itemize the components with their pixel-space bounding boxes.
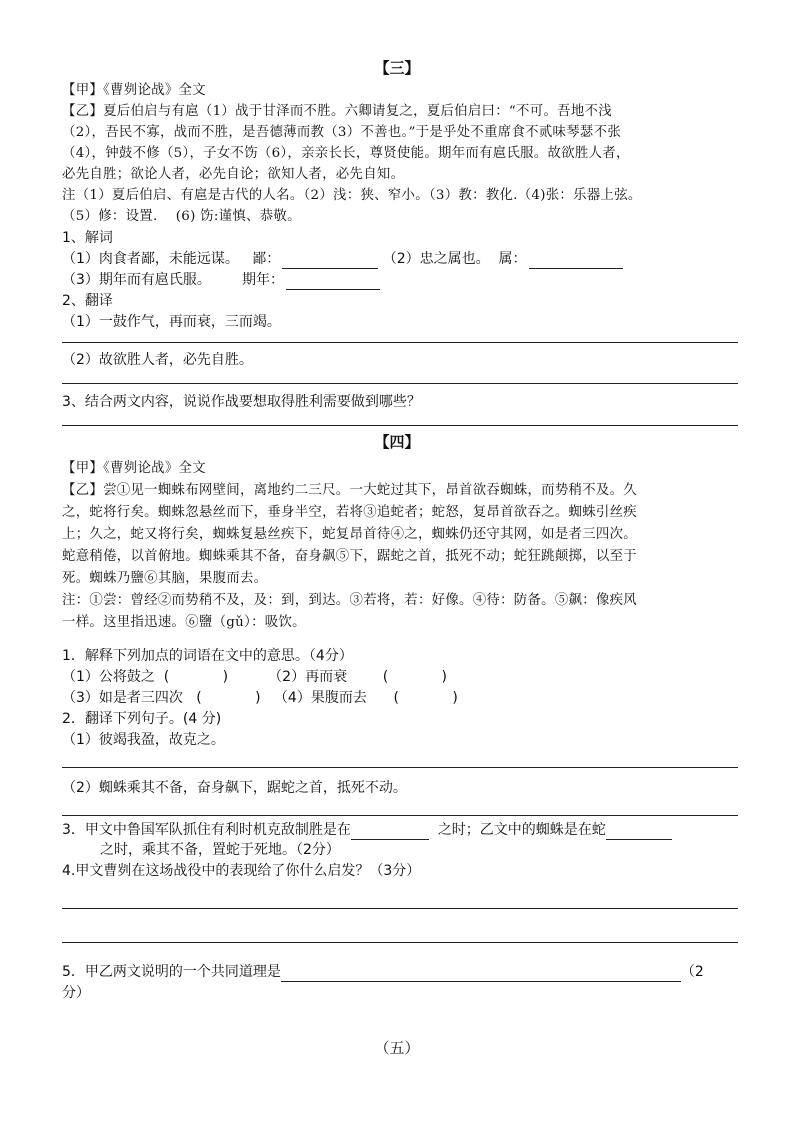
answer-blank[interactable] xyxy=(286,274,380,290)
section-4-passage-line: 之，蛇将行矣。蜘蛛忽悬丝而下，垂身半空，若将③追蛇者；蛇怒，复昂首欲吞之。蜘蛛引丝疾 xyxy=(62,505,638,520)
q5-text-a: 5．甲乙两文说明的一个共同道理是 xyxy=(62,964,281,980)
section-4-passage-line: 【甲】《曹刿论战》全文 xyxy=(62,461,206,476)
section-4-q3-line2: 之时，乘其不备，置蛇于死地。（2分） xyxy=(100,842,340,858)
section-3-q1-row2 xyxy=(62,270,380,290)
section-3-q2-title: 2、翻译 xyxy=(62,293,113,309)
q1-item1-text: （1）肉食者鄙，未能远谋。 鄙： xyxy=(62,251,281,267)
q3-text-a: 3．甲文中鲁国军队抓住有利时机克敌制胜是在 xyxy=(62,822,351,838)
section-4-q5-line2: 分） xyxy=(62,985,90,1001)
section-3-passage-line: 【甲】《曹刿论战》全文 xyxy=(62,83,206,98)
section-3-q2-item2: （2）故欲胜人者，必先自胜。 xyxy=(62,352,253,368)
q1-item3-text: （3）期年而有扈氏服。 期年： xyxy=(62,272,285,288)
section-3-q3: 3、结合两文内容，说说作战要想取得胜利需要做到哪些？ xyxy=(62,394,421,410)
answer-line[interactable] xyxy=(62,908,738,909)
section-3-q1-title: 1、解词 xyxy=(62,230,113,246)
section-3-note-line: 注（1）夏后伯启、有扈是古代的人名。（2）浅：狭、窄小。（3）教：教化.（4)张：乐器上弦。 xyxy=(62,188,642,203)
section-4-passage-line: 死。蜘蛛乃鹽⑥其脑，果腹而去。 xyxy=(62,571,268,586)
answer-line[interactable] xyxy=(62,767,738,768)
answer-line[interactable] xyxy=(62,942,738,943)
section-4-q3-line1 xyxy=(62,820,672,840)
q1-item2-text: （2）忠之属也。 属： xyxy=(382,251,527,267)
section-4-heading: 【四】 xyxy=(374,433,420,451)
section-3-passage-line: 必先自胜；欲论人者，必先自论；欲知人者，必先自知。 xyxy=(62,167,405,182)
answer-blank[interactable] xyxy=(606,824,672,840)
section-4-q2-item2: （2）蜘蛛乘其不备，奋身飙下，踞蛇之首，抵死不动。 xyxy=(62,780,407,796)
section-4-q4: 4.甲文曹刿在这场战役中的表现给了你什么启发？（3分） xyxy=(62,863,421,879)
section-4-q1-row2: （3）如是者三四次 ( ) （4）果腹而去 ( ) xyxy=(62,690,458,706)
answer-line[interactable] xyxy=(62,342,738,343)
section-3-passage-line: 【乙】夏后伯启与有扈（1）战于甘泽而不胜。六卿请复之，夏后伯启曰：“不可。吾地不浅 xyxy=(62,104,612,119)
section-4-note-line: 注：①尝：曾经②而势稍不及，及：到，到达。③若将，若：好像。④待：防备。⑤飙：像疾风 xyxy=(62,593,638,608)
answer-blank[interactable] xyxy=(529,253,623,269)
section-4-q1: 1．解释下列加点的词语在文中的意思。（4分） xyxy=(62,648,353,664)
q3-text-b: 之时；乙文中的蜘蛛是在蛇 xyxy=(437,822,606,838)
section-4-q2-item1: （1）彼竭我盈，故克之。 xyxy=(62,732,225,748)
answer-line[interactable] xyxy=(62,383,738,384)
answer-line[interactable] xyxy=(62,425,738,426)
section-4-passage-line: 上；久之，蛇又将行矣，蜘蛛复悬丝疾下，蛇复昂首待④之，蜘蛛仍还守其网，如是者三四次。 xyxy=(62,527,638,542)
section-4-passage-line: 【乙】尝①见一蜘蛛布网壁间，离地约二三尺。一大蛇过其下，昂首欲吞蜘蛛，而势稍不及。久 xyxy=(62,483,638,498)
section-3-passage-line: （2），吾民不寡，战而不胜，是吾德薄而教（3）不善也。”于是乎处不重席食不贰味琴瑟不张 xyxy=(62,125,622,140)
section-3-q1-row1 xyxy=(62,249,623,269)
section-4-note-line: 一样。这里指迅速。⑥鹽（gǔ）：吸饮。 xyxy=(62,615,306,630)
answer-line[interactable] xyxy=(62,815,738,816)
section-3-passage-line: （4），钟鼓不修（5），子女不饬（6），亲亲长长，尊贤使能。期年而有扈氏服。故欲胜人者， xyxy=(62,146,630,161)
section-3-q2-item1: （1）一鼓作气，再而衰，三而竭。 xyxy=(62,314,281,330)
section-3-note-line: （5）修：设置. (6) 饬:谨慎、恭敬。 xyxy=(62,209,301,224)
section-4-passage-line: 蛇意稍倦，以首俯地。蜘蛛乘其不备，奋身飙⑤下，踞蛇之首，抵死不动；蛇狂跳颠掷，以至于 xyxy=(62,549,638,564)
section-5-heading: （五） xyxy=(374,1039,420,1057)
section-4-q1-row1: （1）公将鼓之 ( ) （2）再而衰 ( ) xyxy=(62,669,448,685)
q5-text-b: （2 xyxy=(680,964,704,980)
answer-blank[interactable] xyxy=(281,966,681,982)
answer-blank[interactable] xyxy=(282,253,378,269)
section-4-q5-line1 xyxy=(62,962,704,982)
section-3-heading: 【三】 xyxy=(374,59,420,77)
answer-blank[interactable] xyxy=(351,824,429,840)
section-4-q2: 2．翻译下列句子。(4 分) xyxy=(62,711,222,727)
